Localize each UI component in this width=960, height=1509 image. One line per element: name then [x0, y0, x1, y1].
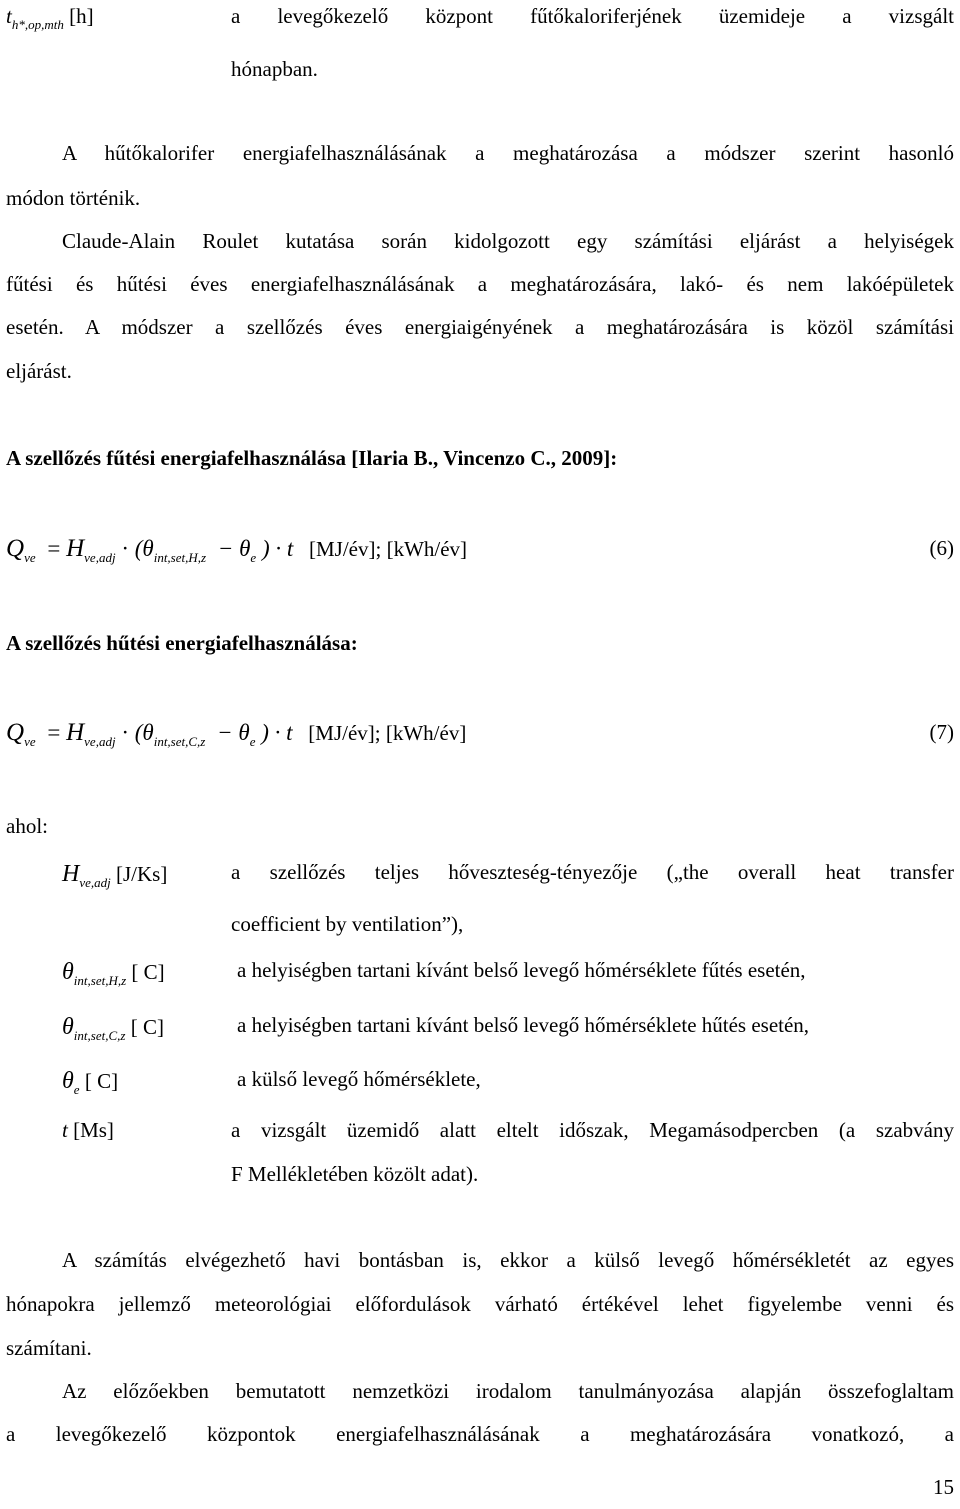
eq6-Q: Q	[6, 535, 25, 562]
eq7-H: H	[66, 719, 85, 746]
def-H-desc-2: coefficient by ventilation”),	[231, 912, 464, 936]
eq6-H-sub: ve,adj	[84, 550, 116, 565]
def-theta-C-desc: a helyiségben tartani kívánt belső levegő hőmérséklete hűtés esetén,	[237, 1013, 810, 1037]
def-theta-H-sub: int,set,H,z	[73, 973, 127, 988]
para4-line2: a levegőkezelő központok energiafelhasználásának a meghatározására vonatkozó, a	[6, 1422, 954, 1446]
eq6-close: ) · t	[261, 536, 294, 561]
top-def-symbol	[6, 6, 94, 31]
eq7-theta-e-sub: e	[249, 734, 256, 749]
para2-line1: Claude-Alain Roulet kutatása során kidolgozott egy számítási eljárást a helyiségek	[62, 229, 954, 253]
eq6-H: H	[66, 535, 85, 562]
top-def-t: t	[6, 4, 12, 28]
top-def-desc-2: hónapban.	[231, 57, 318, 81]
top-def-desc-1: a levegőkezelő központ fűtőkaloriferjének üzemideje a vizsgált	[231, 4, 954, 28]
def-t-term	[62, 1120, 114, 1141]
def-H-term	[62, 862, 167, 889]
eq7-minus: − θ	[217, 720, 250, 745]
def-theta-e-term	[62, 1069, 118, 1096]
top-def-sub: h*,op,mth	[11, 17, 64, 32]
def-theta-C-unit: [ C]	[130, 1015, 164, 1039]
eq7-theta-sub: int,set,C,z	[153, 734, 206, 749]
para3-line1: A számítás elvégezhető havi bontásban is, ekkor a külső levegő hőmérsékletét az egyes	[62, 1248, 954, 1272]
para1-line2: módon történik.	[6, 186, 141, 210]
def-theta-e-unit: [ C]	[84, 1069, 119, 1093]
heading-heating: A szellőzés fűtési energiafelhasználása [Ilaria B., Vincenzo C., 2009]:	[6, 446, 618, 470]
eq6-number: (6)	[929, 536, 954, 560]
eq7-dot: ·	[121, 720, 129, 745]
equation-6	[6, 536, 467, 564]
def-theta-H-desc: a helyiségben tartani kívánt belső levegő hőmérséklete fűtés esetén,	[237, 958, 806, 982]
para2-line4: eljárást.	[6, 359, 72, 383]
def-theta-e-sub: e	[73, 1082, 80, 1097]
def-theta-C-symbol: θ	[62, 1014, 74, 1040]
eq7-close: ) · t	[261, 720, 293, 745]
eq6-Q-sub: ve	[24, 550, 36, 565]
eq6-open: (θ	[134, 536, 154, 561]
equation-7	[6, 720, 466, 748]
eq7-units: [MJ/év]; [kWh/év]	[308, 721, 467, 745]
def-H-symbol: H	[62, 861, 80, 887]
eq6-theta-e-sub: e	[250, 550, 257, 565]
eq7-H-sub: ve,adj	[84, 734, 116, 749]
eq7-equals: =	[47, 720, 61, 745]
def-theta-e-desc: a külső levegő hőmérséklete,	[237, 1067, 481, 1091]
eq6-dot: ·	[121, 536, 129, 561]
eq7-open: (θ	[134, 720, 154, 745]
eq7-number: (7)	[929, 720, 954, 744]
def-theta-C-sub: int,set,C,z	[73, 1028, 126, 1043]
def-H-desc-1: a szellőzés teljes hőveszteség-tényezője („the overall heat transfer	[231, 860, 954, 884]
def-t-symbol: t	[62, 1118, 68, 1142]
def-H-unit: [J/Ks]	[116, 862, 168, 886]
heading-cooling: A szellőzés hűtési energiafelhasználása:	[6, 631, 358, 655]
def-t-desc-2: F Mellékletében közölt adat).	[231, 1162, 479, 1186]
top-def-unit: [h]	[69, 4, 94, 28]
eq6-minus: − θ	[217, 536, 251, 561]
def-theta-H-symbol: θ	[62, 959, 74, 985]
page-number: 15	[933, 1475, 954, 1499]
para2-line3: esetén. A módszer a szellőzés éves energiaigényének a meghatározására is közöl számítási	[6, 315, 954, 339]
para2-line2: fűtési és hűtési éves energiafelhasználásának a meghatározására, lakó- és nem lakóépületek	[6, 272, 954, 296]
def-theta-e-symbol: θ	[62, 1068, 74, 1094]
def-t-unit: [Ms]	[73, 1118, 114, 1142]
eq7-Q: Q	[6, 719, 25, 746]
eq6-theta-sub: int,set,H,z	[153, 550, 207, 565]
eq6-units: [MJ/év]; [kWh/év]	[309, 537, 468, 561]
def-H-sub: ve,adj	[79, 875, 111, 890]
eq7-Q-sub: ve	[24, 734, 36, 749]
def-theta-C-term	[62, 1015, 164, 1042]
para3-line2: hónapokra jellemző meteorológiai előfordulások várható értékével lehet figyelembe venni és	[6, 1292, 954, 1316]
para4-line1: Az előzőekben bemutatott nemzetközi irodalom tanulmányozása alapján összefoglaltam	[62, 1379, 954, 1403]
ahol-label: ahol:	[6, 814, 48, 838]
eq6-equals: =	[47, 536, 61, 561]
def-theta-H-term	[62, 960, 165, 987]
para1-line1: A hűtőkalorifer energiafelhasználásának a meghatározása a módszer szerint hasonló	[62, 141, 954, 165]
para3-line3: számítani.	[6, 1336, 92, 1360]
def-t-desc-1: a vizsgált üzemidő alatt eltelt időszak, Megamásodpercben (a szabvány	[231, 1118, 954, 1142]
def-theta-H-unit: [ C]	[131, 960, 165, 984]
